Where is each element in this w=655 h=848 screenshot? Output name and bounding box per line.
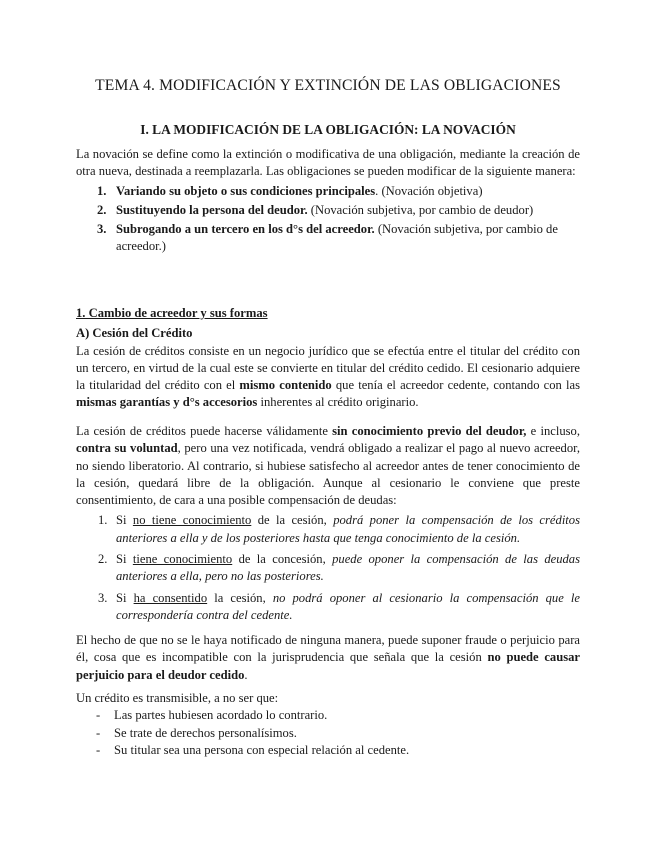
list-number: 2. — [97, 202, 107, 217]
list-number: 1. — [98, 513, 108, 528]
notification-paragraph: El hecho de que no se le haya notificado de ninguna manera, puede suponer fraude o perjuicio para él, cosa que es incompatible con la jurisprudencia que señala que la cesión no puede causar perjuicio para el deudor cedido. — [76, 633, 581, 682]
list-item: 1. Si no tiene conocimiento de la cesión, podrá poner la compensación de los créditos anteriores a ella y de los posteriores hasta que tenga conocimiento de la cesión. — [98, 513, 581, 545]
transmissibility-block — [76, 690, 580, 759]
list-item: - Las partes hubiesen acordado lo contrario. — [96, 708, 328, 723]
compensation-cases-list — [76, 512, 580, 624]
mode-note: (Novación subjetiva, por cambio de acreedor.) — [116, 222, 558, 254]
mode-title: Subrogando a un tercero en los d°s del acreedor. — [116, 222, 375, 237]
list-item — [76, 202, 580, 219]
subsection-heading: 1. Cambio de acreedor y sus formas — [76, 306, 268, 320]
list-number: 3. — [97, 222, 107, 237]
list-item — [76, 221, 580, 256]
novation-intro-block — [76, 146, 580, 256]
creditor-change-block — [76, 305, 580, 412]
transmissibility-intro: Un crédito es transmisible, a no ser que: — [76, 691, 279, 705]
assignment-notice-block — [76, 423, 580, 624]
novation-modes-list — [76, 183, 580, 256]
mode-title: Sustituyendo la persona del deudor. — [116, 202, 308, 217]
mode-note: . (Novación objetiva) — [375, 183, 483, 198]
document-title: TEMA 4. MODIFICACIÓN Y EXTINCIÓN DE LAS OBLIGACIONES — [95, 77, 561, 94]
list-item: - Se trate de derechos personalísimos. — [96, 725, 297, 740]
list-number: 2. — [98, 552, 108, 567]
list-item — [76, 183, 580, 200]
exceptions-list — [76, 707, 580, 759]
novation-definition: La novación se define como la extinción o modificativa de una obligación, mediante la creación de otra nueva, destinada a reemplazarla. Las obligaciones se pueden modificar de la siguiente manera: — [76, 147, 580, 179]
list-number: 3. — [98, 590, 108, 605]
list-item: 2. Si tiene conocimiento de la concesión, puede oponer la compensación de las deudas anteriores a ella, pero no las posteriores. — [98, 552, 581, 584]
mode-title: Variando su objeto o sus condiciones principales — [116, 183, 376, 198]
section-heading: I. LA MODIFICACIÓN DE LA OBLIGACIÓN: LA NOVACIÓN — [140, 122, 516, 137]
assignment-notice-paragraph: La cesión de créditos puede hacerse válidamente sin conocimiento previo del deudor, e incluso, contra su voluntad, pero una vez notificada, vendrá obligado a realizar el pago al nuevo acreedor, no siendo liberatorio. Al contrario, si hubiese satisfecho al acreedor antes de tener conocimiento de la cesión, quedará libre de la obligación. Aunque al cesionario le conviene que preste consentimiento, de cara a una posible compensación de deudas: — [76, 424, 580, 508]
mode-note: (Novación subjetiva, por cambio de deudor) — [307, 202, 534, 217]
list-item: 3. Si ha consentido la cesión, no podrá oponer al cesionario la compensación que le correspondería contra del cedente. — [98, 590, 580, 622]
list-item: - Su titular sea una persona con especial relación al cedente. — [96, 742, 410, 757]
notification-block — [76, 632, 580, 684]
credit-assignment-paragraph: La cesión de créditos consiste en un negocio jurídico que se efectúa entre el titular del crédito con un tercero, en virtud de la cual este se convierte en titular del crédito cedido. El cesionario adquiere la titularidad del crédito con el mismo contenido que tenía el acreedor cedente, contando con las mismas garantías y d°s accesorios inherentes al crédito originario. — [76, 343, 580, 410]
subsubsection-heading: A) Cesión del Crédito — [76, 326, 193, 341]
list-number: 1. — [97, 183, 107, 198]
